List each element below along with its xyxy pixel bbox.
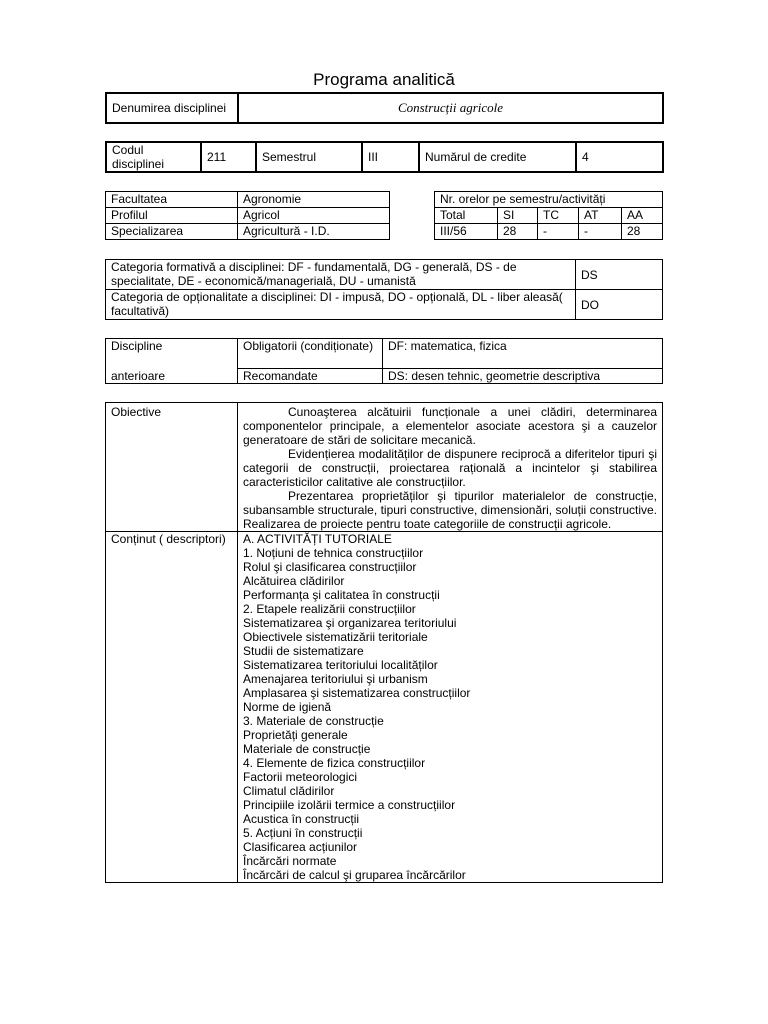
content-item: Studii de sistematizare — [243, 644, 364, 658]
content-item: Amplasarea şi sistematizarea construcțiilor — [243, 686, 471, 700]
semester-label: Semestrul — [256, 142, 362, 172]
hours-val-aa: 28 — [622, 224, 663, 240]
content-label: Conținut ( descriptori) — [106, 532, 238, 883]
hours-col-si: SI — [498, 208, 538, 224]
objective-paragraph: Evidențierea modalităților de dispunere reciprocă a diferitelor tipuri şi categorii de construcții, proiectarea rațională a incintelor şi stabilirea caracteristicilor calitative ale construcțiilor. — [243, 447, 657, 489]
content-item: Norme de igienă — [243, 700, 332, 714]
content-item: Obiectivele sistematizării teritoriale — [243, 630, 428, 644]
objective-paragraph: Prezentarea proprietăților şi tipurilor materialelor de construcție, subansamble structurale, tipuri constructive, dimensionări, soluții constructive. Realizarea de proiecte pentru toate categoriile de construcții agricole. — [243, 489, 657, 531]
hours-col-aa: AA — [622, 208, 663, 224]
content-item: 1. Noțiuni de tehnica construcțiilor — [243, 546, 424, 560]
specialization-label: Specializarea — [106, 224, 238, 240]
content-item: Amenajarea teritoriului şi urbanism — [243, 672, 428, 686]
prerequisites-label — [106, 339, 238, 384]
optional-category-value: DO — [576, 290, 663, 320]
content-item: 3. Materiale de construcție — [243, 714, 384, 728]
hours-table — [434, 191, 663, 240]
recommended-value: DS: desen tehnic, geometrie descriptiva — [383, 368, 663, 383]
content-item: Rolul şi clasificarea construcțiilor — [243, 560, 417, 574]
discipline-name-label: Denumirea disciplinei — [106, 93, 238, 123]
prerequisites-table — [105, 338, 663, 384]
hours-val-tc: - — [538, 224, 579, 240]
content-item: 5. Acțiuni în construcții — [243, 826, 363, 840]
hours-col-at: AT — [579, 208, 622, 224]
semester-value: III — [362, 142, 419, 172]
content-item: 2. Etapele realizării construcțiilor — [243, 602, 416, 616]
hours-val-si: 28 — [498, 224, 538, 240]
discipline-name-table — [105, 92, 664, 124]
faculty-table — [105, 191, 390, 240]
content-item: Încărcări normate — [243, 854, 337, 868]
prerequisites-label-top: Discipline — [111, 339, 163, 353]
recommended-label: Recomandate — [238, 368, 383, 383]
content-list — [238, 532, 663, 883]
code-value: 211 — [201, 142, 256, 172]
profile-value: Agricol — [238, 208, 390, 224]
content-item: Climatul clădirilor — [243, 784, 335, 798]
hours-header: Nr. orelor pe semestru/activități — [435, 192, 663, 208]
hours-col-total: Total — [435, 208, 498, 224]
content-item: Sistematizarea şi organizarea teritoriului — [243, 616, 457, 630]
category-table — [105, 259, 663, 320]
specialization-value: Agricultură - I.D. — [238, 224, 390, 240]
content-item: Proprietăți generale — [243, 728, 348, 742]
content-item: Clasificarea acțiunilor — [243, 840, 358, 854]
required-label: Obligatorii (condiționate) — [238, 339, 383, 369]
prerequisites-label-bottom: anterioare — [111, 369, 166, 383]
content-item: A. ACTIVITĂȚI TUTORIALE — [243, 532, 392, 546]
credits-label: Numărul de credite — [419, 142, 576, 172]
content-item: Sistematizarea teritoriului localităților — [243, 658, 438, 672]
credits-value: 4 — [576, 142, 663, 172]
content-item: Performanța şi calitatea în construcții — [243, 588, 440, 602]
content-item: Factorii meteorologici — [243, 770, 358, 784]
optional-category-text: Categoria de opționalitate a disciplinei: DI - impusă, DO - opțională, DL - liber aleasă( facultativă) — [106, 290, 576, 320]
page-title: Programa analitică — [313, 70, 455, 89]
content-item: Materiale de construcție — [243, 742, 371, 756]
code-label: Codul disciplinei — [106, 142, 201, 172]
hours-col-tc: TC — [538, 208, 579, 224]
objectives-content-table — [105, 402, 663, 883]
objectives-label: Obiective — [106, 403, 238, 532]
objective-paragraph: Cunoaşterea alcătuirii funcționale a unei clădiri, determinarea componentelor principale, a elementelor asociate acestora şi a cauzelor generatoare de stări de solicitare mecanică. — [243, 405, 657, 447]
objectives-text — [238, 403, 663, 532]
content-item: Acustica în construcții — [243, 812, 360, 826]
hours-val-total: III/56 — [435, 224, 498, 240]
content-item: Principiile izolării termice a construcțiilor — [243, 798, 456, 812]
hours-val-at: - — [579, 224, 622, 240]
required-value: DF: matematica, fizica — [383, 339, 663, 369]
content-item: 4. Elemente de fizica construcțiilor — [243, 756, 426, 770]
faculty-value: Agronomie — [238, 192, 390, 208]
formative-category-text: Categoria formativă a disciplinei: DF - fundamentală, DG - generală, DS - de specialitate, DE - economică/managerială, DU - umanistă — [106, 260, 576, 290]
discipline-name-value: Construcții agricole — [238, 93, 663, 123]
content-item: Alcătuirea clădirilor — [243, 574, 345, 588]
faculty-label: Facultatea — [106, 192, 238, 208]
formative-category-value: DS — [576, 260, 663, 290]
code-table — [105, 141, 664, 173]
profile-label: Profilul — [106, 208, 238, 224]
content-item: Încărcări de calcul şi gruparea încărcărilor — [243, 868, 466, 882]
